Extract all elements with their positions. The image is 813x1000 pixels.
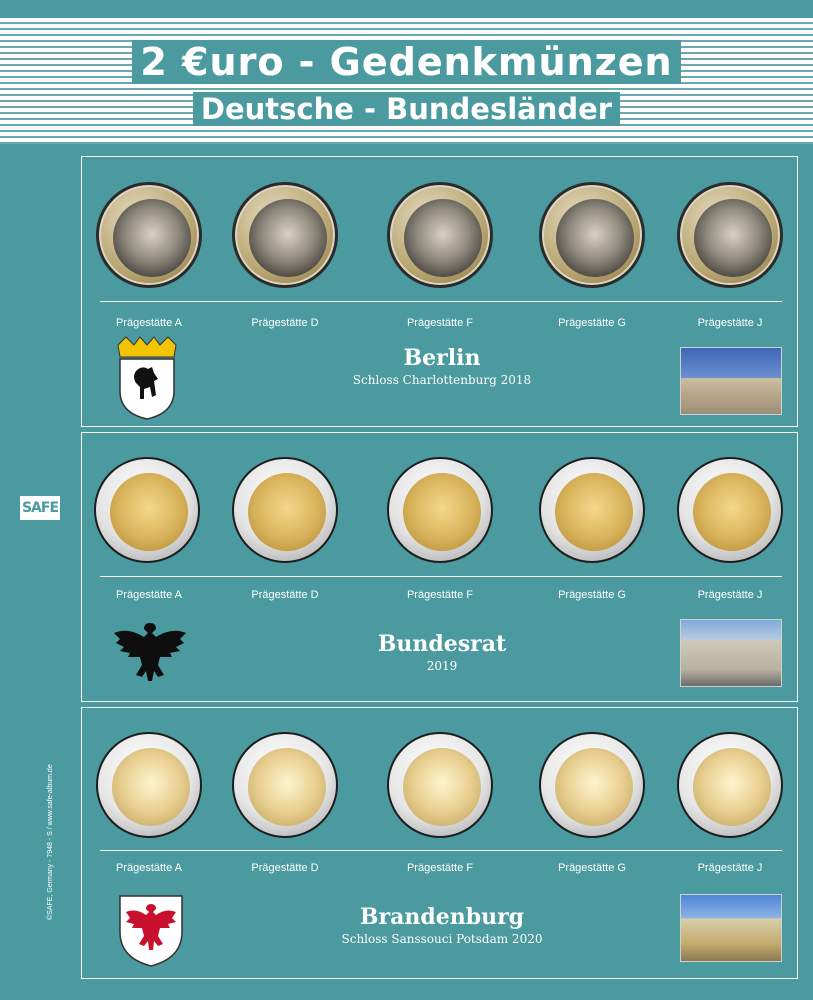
coin-bundesrat-a[interactable]	[94, 457, 200, 563]
coin-berlin-d[interactable]	[232, 182, 338, 288]
coin-berlin-f[interactable]	[387, 182, 493, 288]
section-bundesrat	[81, 432, 798, 702]
section-title-brandenburg: Brandenburg	[359, 904, 525, 930]
mint-label-a: Prägestätte A	[115, 862, 183, 874]
safe-logo: SAFE	[20, 496, 60, 520]
section-brandenburg	[81, 707, 798, 979]
mint-label-g: Prägestätte G	[558, 589, 626, 601]
section-berlin	[81, 156, 798, 427]
coin-berlin-g[interactable]	[539, 182, 645, 288]
page-title: 2 €uro - Gedenkmünzen	[0, 40, 813, 84]
photo-bundesrat	[680, 619, 782, 687]
coin-bundesrat-j[interactable]	[677, 457, 783, 563]
mint-label-a: Prägestätte A	[115, 589, 183, 601]
federal-eagle-icon	[112, 619, 188, 685]
mint-label-j: Prägestätte J	[697, 589, 763, 601]
page-subtitle: Deutsche - Bundesländer	[0, 92, 813, 126]
coin-bundesrat-f[interactable]	[387, 457, 493, 563]
mint-label-f: Prägestätte F	[406, 862, 474, 874]
mint-label-f: Prägestätte F	[406, 317, 474, 329]
mint-label-g: Prägestätte G	[558, 317, 626, 329]
coin-bundesrat-d[interactable]	[232, 457, 338, 563]
coin-brandenburg-j[interactable]	[677, 732, 783, 838]
coin-brandenburg-f[interactable]	[387, 732, 493, 838]
coin-brandenburg-d[interactable]	[232, 732, 338, 838]
photo-schloss-sanssouci	[680, 894, 782, 962]
divider	[100, 301, 782, 302]
mint-label-a: Prägestätte A	[115, 317, 183, 329]
coin-berlin-a[interactable]	[96, 182, 202, 288]
section-desc-bundesrat: 2019	[426, 659, 458, 673]
mint-label-d: Prägestätte D	[251, 589, 319, 601]
copyright-note: ©SAFE, Germany - 7948 - S / www.safe-album.de	[47, 764, 54, 920]
section-title-bundesrat: Bundesrat	[377, 631, 507, 657]
page-header	[0, 18, 813, 144]
mint-label-j: Prägestätte J	[697, 317, 763, 329]
mint-label-f: Prägestätte F	[406, 589, 474, 601]
divider	[100, 850, 782, 851]
photo-schloss-charlottenburg	[680, 347, 782, 415]
section-desc-brandenburg: Schloss Sanssouci Potsdam 2020	[341, 932, 543, 946]
section-desc-berlin: Schloss Charlottenburg 2018	[352, 373, 532, 387]
divider	[100, 576, 782, 577]
mint-label-d: Prägestätte D	[251, 317, 319, 329]
mint-label-d: Prägestätte D	[251, 862, 319, 874]
section-title-berlin: Berlin	[403, 345, 481, 371]
coin-brandenburg-a[interactable]	[96, 732, 202, 838]
coin-bundesrat-g[interactable]	[539, 457, 645, 563]
coin-brandenburg-g[interactable]	[539, 732, 645, 838]
mint-label-j: Prägestätte J	[697, 862, 763, 874]
berlin-coat-of-arms-icon	[114, 335, 180, 421]
coin-berlin-j[interactable]	[677, 182, 783, 288]
mint-label-g: Prägestätte G	[558, 862, 626, 874]
brandenburg-coat-of-arms-icon	[116, 892, 186, 968]
